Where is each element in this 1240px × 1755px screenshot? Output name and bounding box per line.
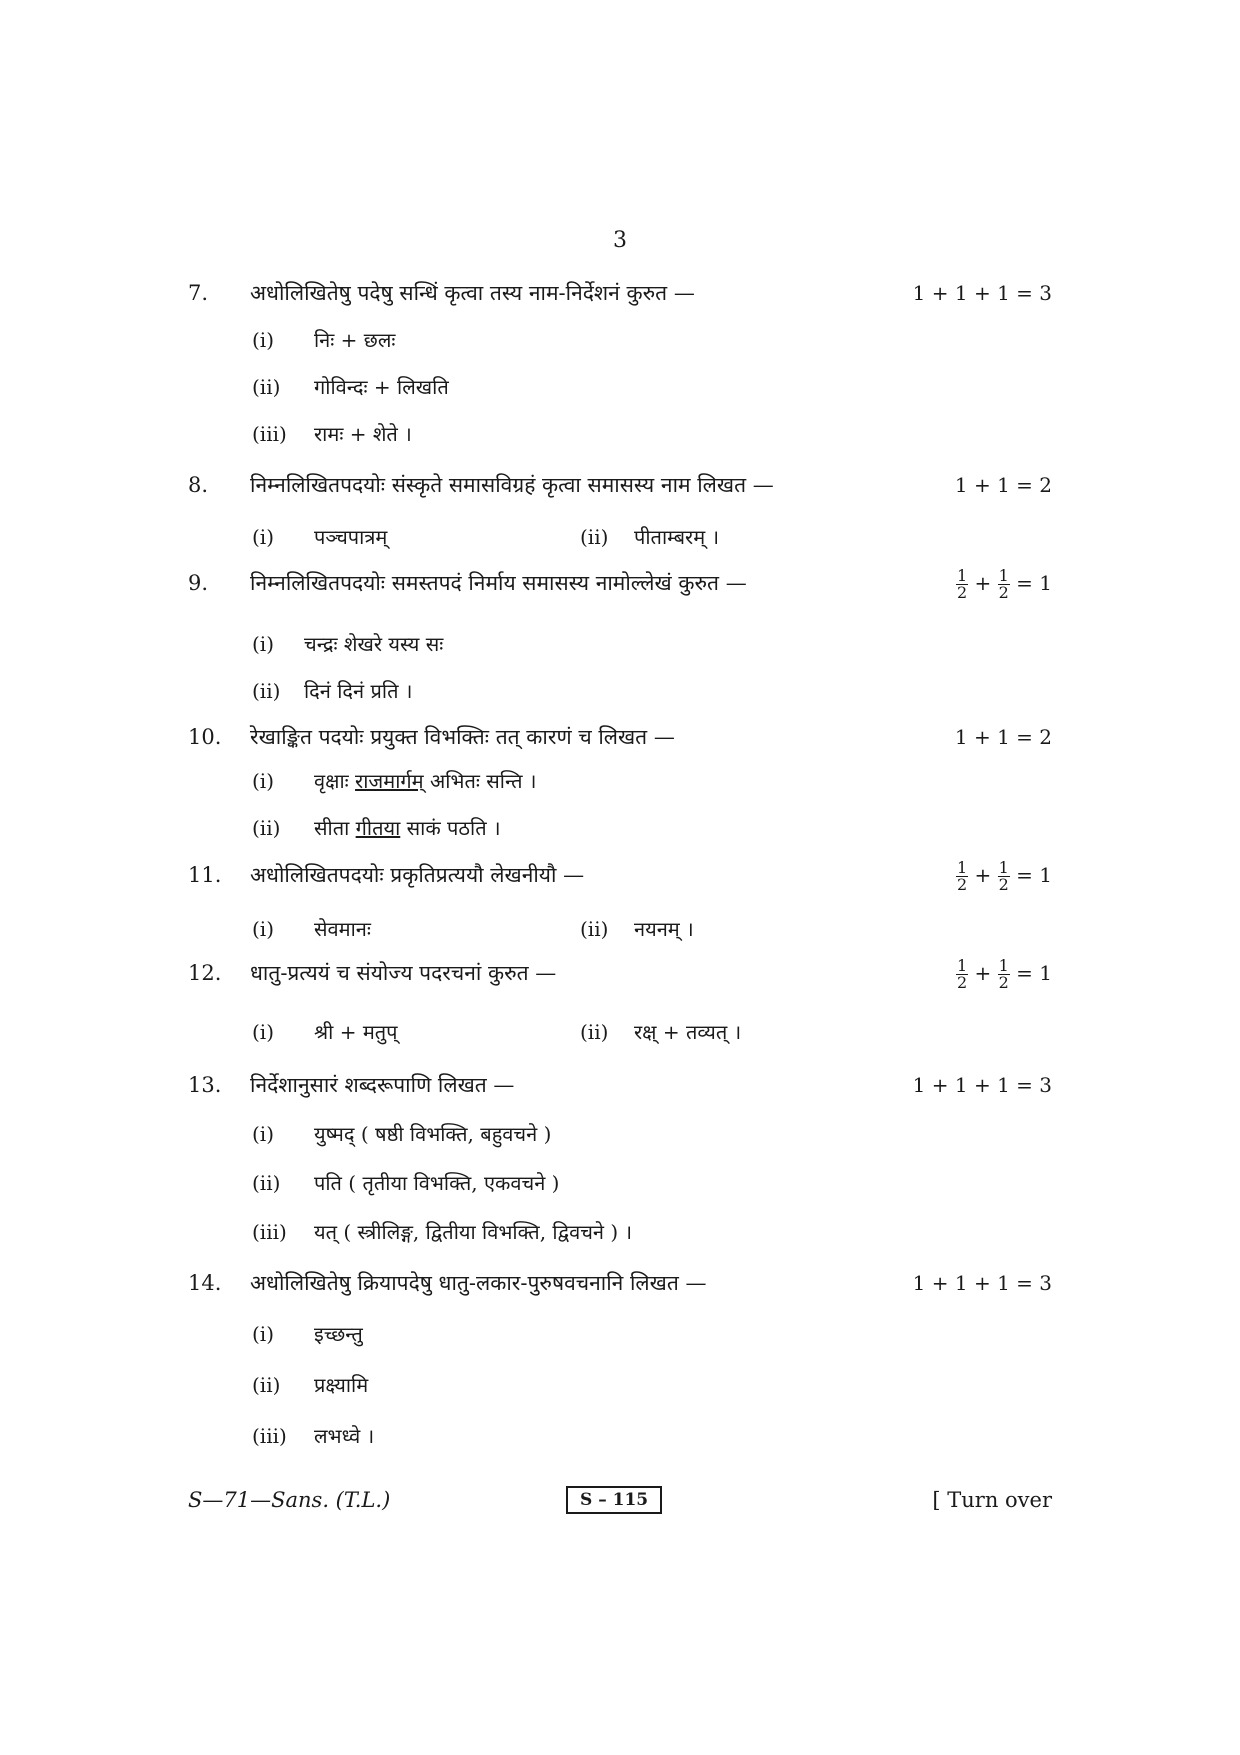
sub-item-label: (ii) <box>580 1020 609 1044</box>
sub-item-text: दिनं दिनं प्रति । <box>304 679 413 703</box>
question-marks-fraction: $\frac{1}{2}$ + $\frac{1}{2}$ = 1 <box>956 956 1052 992</box>
sub-item-text: वृक्षाः राजमार्गम् अभितः सन्ति । <box>314 769 537 793</box>
series-code-box: S – 115 <box>566 1486 662 1514</box>
question-number: 7. <box>188 281 209 305</box>
sub-item-text: पञ्चपात्रम् <box>314 525 388 549</box>
question-text: रेखाङ्कित पदयोः प्रयुक्त विभक्तिः तत् कारणं च लिखत — <box>250 725 675 749</box>
sub-item-text: सीता गीतया साकं पठति । <box>314 816 501 840</box>
sub-item-label: (i) <box>252 1122 275 1146</box>
sub-item-text: लभध्वे । <box>314 1424 375 1448</box>
question-text: निम्नलिखितपदयोः समस्तपदं निर्माय समासस्य नामोल्लेखं कुरुत — <box>250 571 747 595</box>
sub-item-label: (ii) <box>580 917 609 941</box>
question-marks: 1 + 1 + 1 = 3 <box>912 1271 1052 1295</box>
question-marks-fraction: $\frac{1}{2}$ + $\frac{1}{2}$ = 1 <box>956 858 1052 894</box>
sub-item-label: (ii) <box>252 375 281 399</box>
underlined-word: राजमार्गम् <box>355 769 424 793</box>
sub-item-text: पीताम्बरम् । <box>634 525 720 549</box>
question-marks: 1 + 1 + 1 = 3 <box>912 281 1052 305</box>
sub-item-label: (ii) <box>252 1373 281 1397</box>
sub-item-text: नयनम् । <box>634 917 694 941</box>
sub-item-text: पति ( तृतीया विभक्ति, एकवचने ) <box>314 1171 560 1195</box>
question-10 <box>0 720 1240 754</box>
sub-item-label: (i) <box>252 1020 275 1044</box>
question-marks-fraction: $\frac{1}{2}$ + $\frac{1}{2}$ = 1 <box>956 566 1052 602</box>
page-footer <box>0 1482 1240 1518</box>
question-text: निर्देशानुसारं शब्दरूपाणि लिखत — <box>250 1073 515 1097</box>
sub-item-label: (ii) <box>252 679 281 703</box>
sub-item-text: प्रक्ष्यामि <box>314 1373 369 1397</box>
sub-item-label: (i) <box>252 769 275 793</box>
sub-item-text: इच्छन्तु <box>314 1322 363 1346</box>
question-number: 8. <box>188 473 209 497</box>
question-12 <box>0 956 1240 990</box>
sub-item-label: (ii) <box>252 816 281 840</box>
sub-item-label: (iii) <box>252 422 287 446</box>
sub-item-text: सेवमानः <box>314 917 371 941</box>
sub-item-text: यत् ( स्त्रीलिङ्ग, द्वितीया विभक्ति, द्विवचने ) । <box>314 1220 633 1244</box>
sub-item-label: (i) <box>252 1322 275 1346</box>
paper-code: S—71—Sans. (T.L.) <box>188 1488 391 1512</box>
sub-item-label: (iii) <box>252 1424 287 1448</box>
question-text: अधोलिखितेषु क्रियापदेषु धातु-लकार-पुरुषवचनानि लिखत — <box>250 1271 707 1295</box>
question-marks: 1 + 1 + 1 = 3 <box>912 1073 1052 1097</box>
sub-item-label: (i) <box>252 917 275 941</box>
sub-item-label: (ii) <box>580 525 609 549</box>
sub-item-text: चन्द्रः शेखरे यस्य सः <box>304 632 444 656</box>
question-text: अधोलिखितेषु पदेषु सन्धिं कृत्वा तस्य नाम-निर्देशनं कुरुत — <box>250 281 695 305</box>
question-9 <box>0 566 1240 600</box>
question-marks: 1 + 1 = 2 <box>954 725 1052 749</box>
sub-item-label: (i) <box>252 328 275 352</box>
question-8 <box>0 468 1240 502</box>
question-number: 14. <box>188 1271 222 1295</box>
underlined-word: गीतया <box>355 816 401 840</box>
sub-item-label: (i) <box>252 632 275 656</box>
question-text: अधोलिखितपदयोः प्रकृतिप्रत्ययौ लेखनीयौ — <box>250 863 585 887</box>
sub-item-text: निः + छलः <box>314 328 396 352</box>
sub-item-text: श्री + मतुप् <box>314 1020 398 1044</box>
question-number: 10. <box>188 725 222 749</box>
question-14 <box>0 1266 1240 1300</box>
question-text: निम्नलिखितपदयोः संस्कृते समासविग्रहं कृत्वा समासस्य नाम लिखत — <box>250 473 774 497</box>
question-number: 11. <box>188 863 222 887</box>
sub-item-text: रक्ष् + तव्यत् । <box>634 1020 742 1044</box>
question-text: धातु-प्रत्ययं च संयोज्य पदरचनां कुरुत — <box>250 961 557 985</box>
turn-over-note: [ Turn over <box>932 1488 1052 1512</box>
question-number: 13. <box>188 1073 222 1097</box>
sub-item-label: (i) <box>252 525 275 549</box>
question-7 <box>0 276 1240 310</box>
question-13 <box>0 1068 1240 1102</box>
sub-item-text: रामः + शेते । <box>314 422 412 446</box>
question-11 <box>0 858 1240 892</box>
question-number: 9. <box>188 571 209 595</box>
question-marks: 1 + 1 = 2 <box>954 473 1052 497</box>
page-number: 3 <box>613 228 627 253</box>
sub-item-text: गोविन्दः + लिखति <box>314 375 449 399</box>
question-number: 12. <box>188 961 222 985</box>
sub-item-label: (iii) <box>252 1220 287 1244</box>
sub-item-text: युष्मद् ( षष्ठी विभक्ति, बहुवचने ) <box>314 1122 552 1146</box>
sub-item-label: (ii) <box>252 1171 281 1195</box>
